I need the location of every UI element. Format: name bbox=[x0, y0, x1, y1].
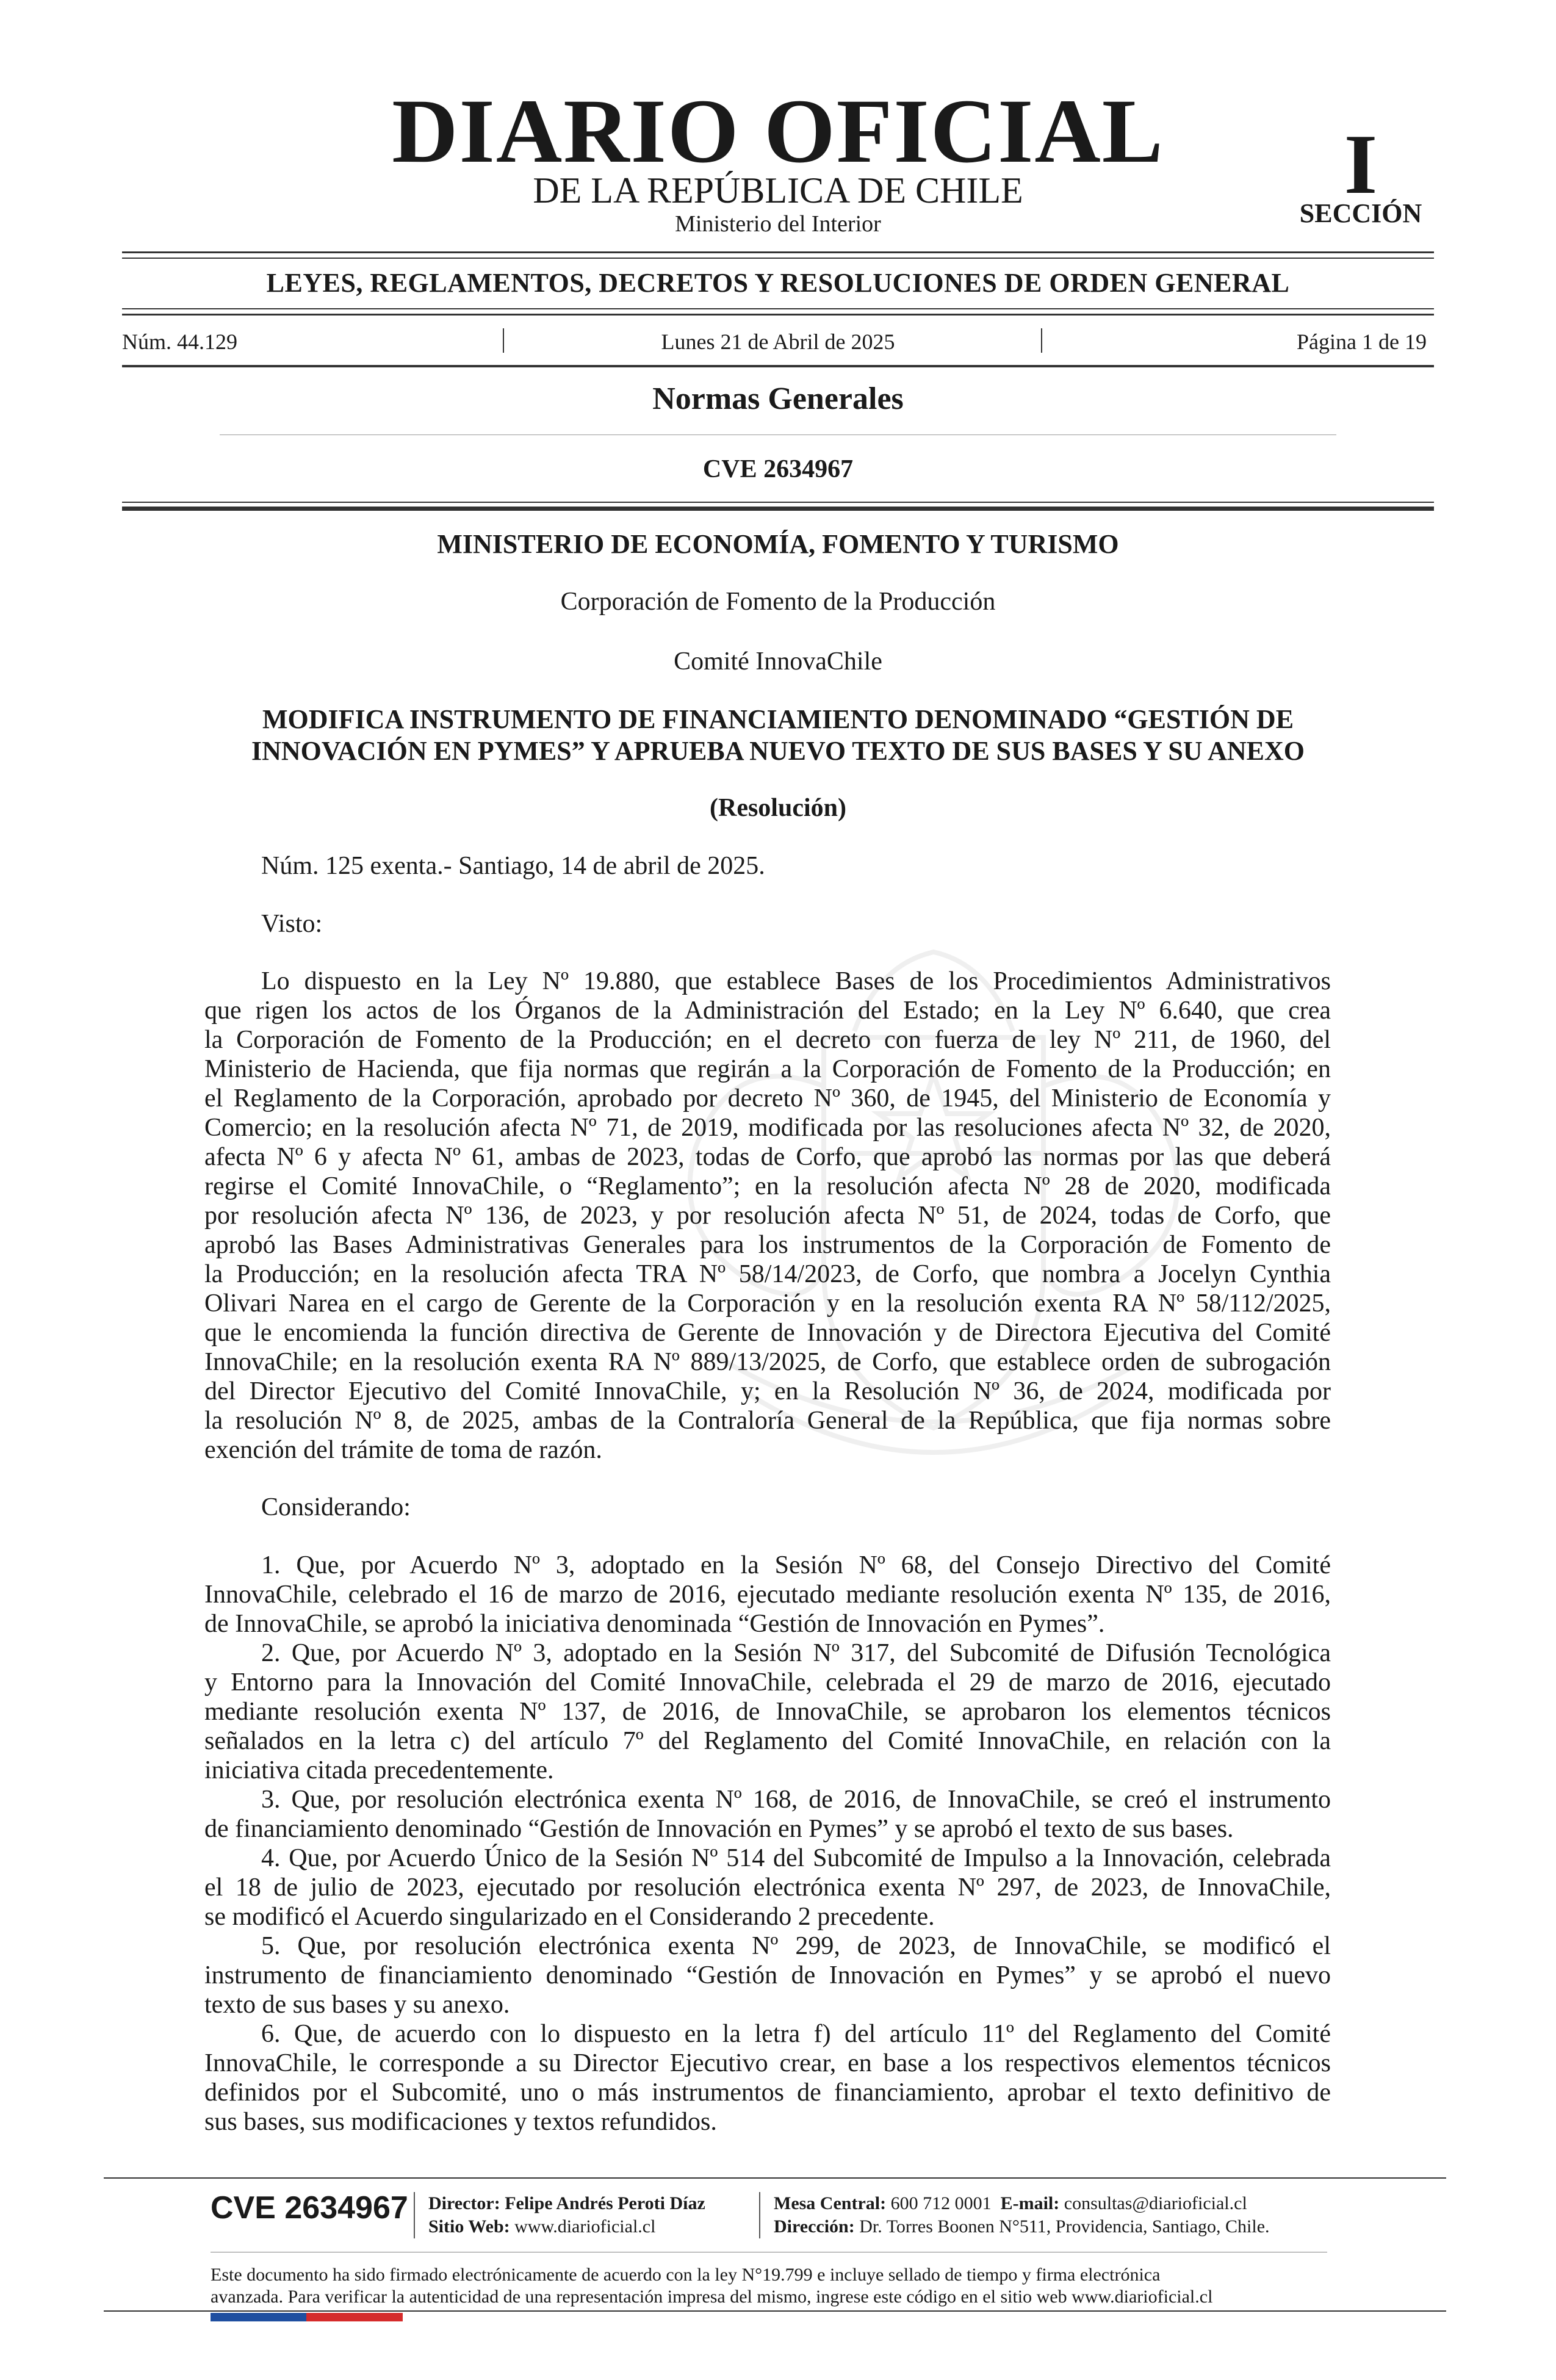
considerando-line: se modificó el Acuerdo singularizado en el Considerando 2 precedente. bbox=[204, 1903, 935, 1931]
considerando-line: 1. Que, por Acuerdo Nº 3, adoptado en la Sesión Nº 68, del Consejo Directivo del Comité bbox=[261, 1551, 1331, 1579]
masthead-rule-top-thin bbox=[122, 258, 1434, 259]
considerando-label: Considerando: bbox=[261, 1493, 411, 1521]
visto-line: Comercio; en la resolución afecta Nº 71, de 2019, modificada por las resoluciones afecta Nº 32, de 2020, bbox=[204, 1114, 1331, 1142]
footer-separator bbox=[759, 2192, 760, 2238]
document-title bbox=[183, 704, 1373, 767]
visto-line: InnovaChile; en la resolución exenta RA Nº 889/13/2025, de Corfo, que establece orden de subrogación bbox=[204, 1348, 1331, 1376]
visto-line: exención del trámite de toma de razón. bbox=[204, 1436, 602, 1464]
section-heading: Normas Generales bbox=[652, 381, 904, 416]
masthead-title: DIARIO OFICIAL bbox=[392, 81, 1164, 182]
footer-rule-top bbox=[104, 2177, 1446, 2179]
masthead-ministry: Ministerio del Interior bbox=[675, 211, 881, 237]
website-link[interactable]: www.diarioficial.cl bbox=[514, 2216, 656, 2237]
section-number: I bbox=[1344, 117, 1378, 212]
footer-rule-bottom bbox=[104, 2310, 1446, 2312]
visto-line: la Producción; en la resolución afecta TRA Nº 58/14/2023, de Corfo, que nombra a Jocelyn Cynthia bbox=[204, 1260, 1331, 1288]
visto-line: del Director Ejecutivo del Comité InnovaChile, y; en la Resolución Nº 36, de 2024, modificada por bbox=[204, 1377, 1331, 1405]
footer-website bbox=[428, 2215, 655, 2238]
footer-separator bbox=[414, 2192, 415, 2238]
issuing-ministry: MINISTERIO DE ECONOMÍA, FOMENTO Y TURISMO bbox=[437, 529, 1119, 559]
footer-signature-note bbox=[211, 2264, 1345, 2308]
considerando-line: InnovaChile, celebrado el 16 de marzo de 2016, ejecutado mediante resolución exenta Nº 135, de 2016, bbox=[204, 1581, 1331, 1609]
page-indicator: Página 1 de 19 bbox=[1297, 330, 1427, 354]
considerando-line: 2. Que, por Acuerdo Nº 3, adoptado en la Sesión Nº 317, del Subcomité de Difusión Tecnológica bbox=[261, 1639, 1331, 1667]
footer-cve-code: CVE 2634967 bbox=[211, 2190, 408, 2226]
email-label: E-mail: bbox=[1000, 2193, 1060, 2213]
considerando-line: de financiamiento denominado “Gestión de Innovación en Pymes” y se aprobó el texto de sus bases. bbox=[204, 1815, 1234, 1843]
visto-line: Olivari Narea en el cargo de Gerente de la Corporación y en la resolución exenta RA Nº 58/112/2025, bbox=[204, 1289, 1331, 1318]
edition-rule-2 bbox=[122, 314, 1434, 316]
visto-label: Visto: bbox=[261, 910, 323, 938]
issuing-committee: Comité InnovaChile bbox=[674, 647, 882, 676]
visto-line: la Corporación de Fomento de la Producción; en el decreto con fuerza de ley Nº 211, de 1960, del bbox=[204, 1026, 1331, 1054]
meta-separator bbox=[1041, 328, 1042, 353]
director-name: Felipe Andrés Peroti Díaz bbox=[505, 2193, 705, 2213]
email-link[interactable]: consultas@diarioficial.cl bbox=[1064, 2193, 1247, 2213]
considerando-line: sus bases, sus modificaciones y textos refundidos. bbox=[204, 2108, 717, 2136]
considerando-line: 6. Que, de acuerdo con lo dispuesto en la letra f) del artículo 11º del Reglamento del Comité bbox=[261, 2020, 1331, 2048]
visto-line: Lo dispuesto en la Ley Nº 19.880, que establece Bases de los Procedimientos Administrativos bbox=[261, 967, 1331, 995]
document-title-line: MODIFICA INSTRUMENTO DE FINANCIAMIENTO DENOMINADO “GESTIÓN DE bbox=[262, 704, 1294, 734]
considerando-line: instrumento de financiamiento denominado “Gestión de Innovación en Pymes” y se aprobó el nuevo bbox=[204, 1961, 1331, 1989]
considerando-line: señalados en la letra c) del artículo 7º del Reglamento del Comité InnovaChile, en relación con la bbox=[204, 1727, 1331, 1755]
footer-contact bbox=[774, 2192, 1247, 2215]
visto-line: aprobó las Bases Administrativas Generales para los instrumentos de la Corporación de Fomento de bbox=[204, 1231, 1331, 1259]
footer-address bbox=[774, 2215, 1270, 2238]
mesa-phone: 600 712 0001 bbox=[890, 2193, 992, 2213]
edition-date: Lunes 21 de Abril de 2025 bbox=[661, 330, 895, 354]
considerando-line: y Entorno para la Innovación del Comité InnovaChile, celebrada el 29 de marzo de 2016, ejecutado bbox=[204, 1668, 1331, 1697]
considerando-line: 5. Que, por resolución electrónica exenta Nº 299, de 2023, de InnovaChile, se modificó el bbox=[261, 1932, 1331, 1960]
considerando-line: 4. Que, por Acuerdo Único de la Sesión Nº 514 del Subcomité de Impulso a la Innovación, celebrada bbox=[261, 1844, 1331, 1872]
edition-number: Núm. 44.129 bbox=[122, 330, 237, 354]
meta-rule bbox=[122, 365, 1434, 367]
considerando-line: InnovaChile, le corresponde a su Director Ejecutivo crear, en base a los respectivos elementos técnicos bbox=[204, 2049, 1331, 2077]
footer-note-line: Este documento ha sido firmado electrónicamente de acuerdo con la ley N°19.799 e incluye sellado de tiempo y firma electrónica bbox=[211, 2265, 1161, 2285]
flag-color-bar bbox=[211, 2313, 403, 2321]
cve-rule-thick bbox=[122, 507, 1434, 511]
director-label: Director: bbox=[428, 2193, 500, 2213]
address-text: Dr. Torres Boonen N°511, Providencia, Santiago, Chile. bbox=[859, 2216, 1270, 2237]
cve-code: CVE 2634967 bbox=[702, 455, 854, 483]
visto-line: afecta Nº 6 y afecta Nº 61, ambas de 2023, todas de Corfo, que aprobó las normas por las que deberá bbox=[204, 1143, 1331, 1171]
section-label: SECCIÓN bbox=[1299, 198, 1422, 228]
footer-note-line: avanzada. Para verificar la autenticidad de una representación impresa del mismo, ingrese este código en el sitio web www.diarioficial.cl bbox=[211, 2287, 1213, 2307]
website-label: Sitio Web: bbox=[428, 2216, 510, 2237]
masthead-rule-top bbox=[122, 251, 1434, 253]
cve-rule-thin bbox=[122, 502, 1434, 503]
visto-line: Ministerio de Hacienda, que fija normas que regirán a la Corporación de Fomento de la Producción; en bbox=[204, 1055, 1331, 1083]
resolution-number: Núm. 125 exenta.- Santiago, 14 de abril de 2025. bbox=[261, 852, 765, 880]
edition-title: LEYES, REGLAMENTOS, DECRETOS Y RESOLUCIONES DE ORDEN GENERAL bbox=[266, 268, 1290, 298]
considerando-line: texto de sus bases y su anexo. bbox=[204, 1991, 510, 2019]
document-type: (Resolución) bbox=[710, 794, 846, 822]
document-title-line: INNOVACIÓN EN PYMES” Y APRUEBA NUEVO TEXTO DE SUS BASES Y SU ANEXO bbox=[251, 736, 1305, 766]
flag-bar-blue bbox=[211, 2313, 306, 2321]
edition-rule-1 bbox=[122, 308, 1434, 309]
considerando-line: iniciativa citada precedentemente. bbox=[204, 1756, 554, 1784]
mesa-label: Mesa Central: bbox=[774, 2193, 887, 2213]
considerando-line: mediante resolución exenta Nº 137, de 2016, de InnovaChile, se aprobaron los elementos técnicos bbox=[204, 1698, 1331, 1726]
considerando-line: 3. Que, por resolución electrónica exenta Nº 168, de 2016, de InnovaChile, se creó el instrumento bbox=[261, 1786, 1331, 1814]
flag-bar-red bbox=[306, 2313, 403, 2321]
address-label: Dirección: bbox=[774, 2216, 855, 2237]
masthead-subtitle: DE LA REPÚBLICA DE CHILE bbox=[533, 170, 1023, 211]
considerando-line: de InnovaChile, se aprobó la iniciativa denominada “Gestión de Innovación en Pymes”. bbox=[204, 1610, 1105, 1638]
visto-line: el Reglamento de la Corporación, aprobado por decreto Nº 360, de 1945, del Ministerio de Economía y bbox=[204, 1084, 1331, 1112]
visto-line: la resolución Nº 8, de 2025, ambas de la Contraloría General de la República, que fija normas sobre bbox=[204, 1407, 1331, 1435]
visto-line: regirse el Comité InnovaChile, o “Reglamento”; en la resolución afecta Nº 28 de 2020, modificada bbox=[204, 1172, 1331, 1200]
visto-line: por resolución afecta Nº 136, de 2023, y por resolución afecta Nº 51, de 2024, todas de Corfo, que bbox=[204, 1202, 1331, 1230]
considerando-line: el 18 de julio de 2023, ejecutado por resolución electrónica exenta Nº 297, de 2023, de InnovaChile, bbox=[204, 1873, 1331, 1902]
visto-line: que rigen los actos de los Órganos de la Administración del Estado; en la Ley Nº 6.640, que crea bbox=[204, 997, 1331, 1025]
visto-line: que le encomienda la función directiva de Gerente de Innovación y de Directora Ejecutiva del Comité bbox=[204, 1319, 1331, 1347]
footer-director bbox=[428, 2192, 705, 2215]
considerando-line: definidos por el Subcomité, uno o más instrumentos de financiamiento, aprobar el texto definitivo de bbox=[204, 2079, 1331, 2107]
issuing-corporation: Corporación de Fomento de la Producción bbox=[560, 588, 996, 616]
